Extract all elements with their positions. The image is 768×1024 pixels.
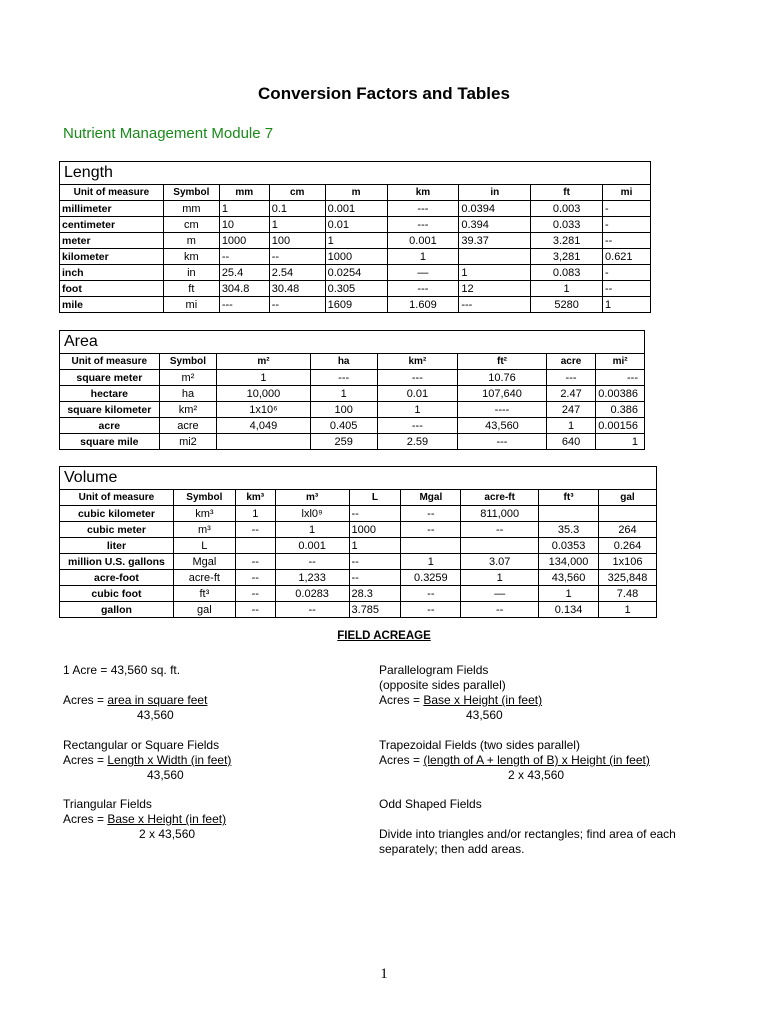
table-cell: - (603, 201, 651, 217)
table-cell: 1 (599, 602, 657, 618)
unit-name-cell: cubic kilometer (60, 506, 174, 522)
unit-name-cell: mile (60, 297, 164, 313)
table-cell: 1 (387, 249, 459, 265)
column-header: Symbol (159, 354, 217, 370)
table-cell: 0.264 (599, 538, 657, 554)
table-cell: 259 (310, 434, 377, 450)
table-cell: -- (235, 570, 275, 586)
table-cell: 0.0283 (275, 586, 349, 602)
table-cell: 3.281 (531, 233, 603, 249)
table-cell: 1 (217, 370, 310, 386)
section-title-row (60, 331, 645, 354)
unit-name-cell: cubic meter (60, 522, 174, 538)
table-row (60, 522, 657, 538)
triangular-fields-title: Triangular Fields (63, 797, 152, 811)
table-cell: - (603, 217, 651, 233)
table-cell: -- (603, 281, 651, 297)
table-cell: 1609 (325, 297, 387, 313)
table-cell: --- (377, 370, 457, 386)
table-cell: 35.3 (539, 522, 599, 538)
table-row (60, 386, 645, 402)
section-title: Volume (60, 467, 657, 490)
table-cell (235, 538, 275, 554)
acres-formula-rectangular (63, 753, 231, 768)
table-row (60, 249, 651, 265)
table-cell: 640 (546, 434, 595, 450)
table-cell: 0.394 (459, 217, 531, 233)
formula-numerator: Length x Width (in feet) (107, 753, 232, 767)
unit-name-cell: gallon (60, 602, 174, 618)
column-header: km² (377, 354, 457, 370)
table-cell: — (387, 265, 459, 281)
unit-name-cell: liter (60, 538, 174, 554)
table-cell (217, 434, 310, 450)
column-header: m² (217, 354, 310, 370)
table-cell (539, 506, 599, 522)
table-cell: 0.305 (325, 281, 387, 297)
unit-name-cell: kilometer (60, 249, 164, 265)
column-header: km³ (235, 490, 275, 506)
table-cell: -- (401, 602, 461, 618)
table-cell: --- (596, 370, 645, 386)
table-cell: 1,233 (275, 570, 349, 586)
table-row (60, 297, 651, 313)
table-row (60, 281, 651, 297)
table-row (60, 233, 651, 249)
table-cell: 7.48 (599, 586, 657, 602)
table-cell: 12 (459, 281, 531, 297)
column-header: m³ (275, 490, 349, 506)
table-cell: 10.76 (458, 370, 547, 386)
formula-denominator: 43,560 (137, 708, 174, 722)
column-header: L (349, 490, 401, 506)
table-cell: cm (163, 217, 219, 233)
acres-prefix: Acres = (63, 812, 108, 826)
table-cell: 134,000 (539, 554, 599, 570)
table-cell: --- (546, 370, 595, 386)
table-cell: 5280 (531, 297, 603, 313)
table-row (60, 402, 645, 418)
table-cell: -- (349, 506, 401, 522)
table-cell: -- (269, 249, 325, 265)
formula-numerator: (length of A + length of B) x Height (in feet) (423, 753, 650, 767)
formula-numerator: area in square feet (107, 693, 208, 707)
acres-prefix: Acres = (63, 753, 108, 767)
column-header: Unit of measure (60, 490, 174, 506)
parallelogram-fields-title: Parallelogram Fields (379, 663, 489, 677)
table-cell: 0.001 (387, 233, 459, 249)
table-cell: 0.621 (603, 249, 651, 265)
table-row (60, 265, 651, 281)
section-title-row (60, 467, 657, 490)
table-cell: -- (349, 554, 401, 570)
section-title: Length (60, 162, 651, 185)
table-row (60, 570, 657, 586)
table-cell: 4,049 (217, 418, 310, 434)
table-cell: --- (387, 281, 459, 297)
unit-name-cell: meter (60, 233, 164, 249)
table-row (60, 586, 657, 602)
table-cell: m³ (173, 522, 235, 538)
column-header: ft² (458, 354, 547, 370)
unit-name-cell: square meter (60, 370, 160, 386)
trapezoidal-fields-title: Trapezoidal Fields (two sides parallel) (379, 738, 580, 752)
table-cell: 2.59 (377, 434, 457, 450)
volume-table (59, 466, 657, 618)
table-cell: L (173, 538, 235, 554)
table-cell: 0.033 (531, 217, 603, 233)
formula-denominator: 2 x 43,560 (139, 827, 196, 841)
table-cell: 30.48 (269, 281, 325, 297)
table-cell: --- (459, 297, 531, 313)
formula-numerator: Base x Height (in feet) (107, 812, 227, 826)
column-header: mm (219, 185, 269, 201)
table-cell: 2.47 (546, 386, 595, 402)
table-cell: m² (159, 370, 217, 386)
unit-name-cell: hectare (60, 386, 160, 402)
table-cell: --- (458, 434, 547, 450)
table-cell: 0.3259 (401, 570, 461, 586)
length-table (59, 161, 651, 313)
table-cell (599, 506, 657, 522)
table-cell: ---- (458, 402, 547, 418)
parallelogram-note: (opposite sides parallel) (379, 678, 506, 692)
unit-name-cell: square kilometer (60, 402, 160, 418)
table-cell: --- (387, 201, 459, 217)
acres-prefix: Acres = (379, 693, 424, 707)
table-cell: 0.1 (269, 201, 325, 217)
table-cell: 0.00386 (596, 386, 645, 402)
table-cell: -- (235, 586, 275, 602)
formula-denominator: 43,560 (466, 708, 503, 722)
table-cell: 0.0353 (539, 538, 599, 554)
column-header: km (387, 185, 459, 201)
table-cell: 10 (219, 217, 269, 233)
table-cell: 1 (459, 265, 531, 281)
table-cell: 0.001 (275, 538, 349, 554)
table-cell: -- (275, 554, 349, 570)
table-cell: 0.134 (539, 602, 599, 618)
page-number: 1 (380, 966, 388, 982)
acres-prefix: Acres = (379, 753, 424, 767)
unit-name-cell: cubic foot (60, 586, 174, 602)
table-cell: — (461, 586, 539, 602)
table-row (60, 554, 657, 570)
table-cell: mm (163, 201, 219, 217)
table-cell: 0.001 (325, 201, 387, 217)
table-row (60, 434, 645, 450)
table-cell: 3,281 (531, 249, 603, 265)
table-cell: 1 (377, 402, 457, 418)
table-cell: 1 (219, 201, 269, 217)
odd-shaped-instructions-line2: separately; then add areas. (379, 842, 525, 856)
table-header-row (60, 185, 651, 201)
table-cell: -- (275, 602, 349, 618)
table-cell: -- (235, 522, 275, 538)
column-header: ha (310, 354, 377, 370)
table-cell: 3.785 (349, 602, 401, 618)
column-header: ft³ (539, 490, 599, 506)
unit-name-cell: square mile (60, 434, 160, 450)
acre-definition: 1 Acre = 43,560 sq. ft. (63, 663, 181, 677)
module-subtitle: Nutrient Management Module 7 (63, 125, 274, 142)
table-cell: 43,560 (458, 418, 547, 434)
table-cell: 100 (269, 233, 325, 249)
table-cell: 1 (603, 297, 651, 313)
table-cell: acre (159, 418, 217, 434)
table-cell: 43,560 (539, 570, 599, 586)
table-cell: 1 (310, 386, 377, 402)
table-cell: --- (310, 370, 377, 386)
table-cell: 1 (349, 538, 401, 554)
column-header: ft (531, 185, 603, 201)
table-cell: mi2 (159, 434, 217, 450)
table-cell: 1 (235, 506, 275, 522)
column-header: cm (269, 185, 325, 201)
table-cell: 1 (401, 554, 461, 570)
table-cell: m (163, 233, 219, 249)
table-cell: ha (159, 386, 217, 402)
table-cell: 1 (275, 522, 349, 538)
column-header: Unit of measure (60, 354, 160, 370)
table-cell: -- (401, 522, 461, 538)
odd-shaped-fields-title: Odd Shaped Fields (379, 797, 482, 811)
table-row (60, 538, 657, 554)
column-header: m (325, 185, 387, 201)
table-row (60, 201, 651, 217)
table-cell: lxl0⁹ (275, 506, 349, 522)
table-cell: 0.01 (377, 386, 457, 402)
table-cell: --- (219, 297, 269, 313)
table-cell: Mgal (173, 554, 235, 570)
table-cell: 39.37 (459, 233, 531, 249)
table-cell: ft³ (173, 586, 235, 602)
table-cell: 0.003 (531, 201, 603, 217)
column-header: Unit of measure (60, 185, 164, 201)
table-cell: -- (349, 570, 401, 586)
table-cell: 100 (310, 402, 377, 418)
table-row (60, 370, 645, 386)
table-cell: in (163, 265, 219, 281)
table-cell (461, 538, 539, 554)
table-cell: 1 (325, 233, 387, 249)
table-cell: 107,640 (458, 386, 547, 402)
formula-numerator: Base x Height (in feet) (423, 693, 543, 707)
section-title: Area (60, 331, 645, 354)
section-title-row (60, 162, 651, 185)
table-cell: gal (173, 602, 235, 618)
table-row (60, 418, 645, 434)
field-acreage-heading: FIELD ACREAGE (337, 630, 431, 642)
table-cell: --- (387, 217, 459, 233)
table-cell: 28.3 (349, 586, 401, 602)
table-cell: 25.4 (219, 265, 269, 281)
table-cell: km³ (173, 506, 235, 522)
formula-denominator: 2 x 43,560 (508, 768, 565, 782)
column-header: in (459, 185, 531, 201)
unit-name-cell: foot (60, 281, 164, 297)
acres-prefix: Acres = (63, 693, 108, 707)
table-cell: -- (235, 602, 275, 618)
table-cell: 1 (539, 586, 599, 602)
table-cell: --- (377, 418, 457, 434)
column-header: Mgal (401, 490, 461, 506)
column-header: Symbol (173, 490, 235, 506)
table-cell: 247 (546, 402, 595, 418)
table-cell: 325,848 (599, 570, 657, 586)
table-cell: 1000 (219, 233, 269, 249)
unit-name-cell: million U.S. gallons (60, 554, 174, 570)
acres-formula-trapezoidal (379, 753, 650, 768)
column-header: mi² (596, 354, 645, 370)
column-header: acre-ft (461, 490, 539, 506)
table-cell: 1 (546, 418, 595, 434)
table-cell: -- (235, 554, 275, 570)
table-cell: mi (163, 297, 219, 313)
table-cell: - (603, 265, 651, 281)
odd-shaped-instructions-line1: Divide into triangles and/or rectangles; find area of each (379, 827, 676, 841)
table-cell: acre-ft (173, 570, 235, 586)
table-cell: 1 (269, 217, 325, 233)
table-cell: 0.0254 (325, 265, 387, 281)
column-header: gal (599, 490, 657, 506)
table-cell: ft (163, 281, 219, 297)
unit-name-cell: acre (60, 418, 160, 434)
table-cell: -- (269, 297, 325, 313)
table-cell: 1x106 (599, 554, 657, 570)
unit-name-cell: inch (60, 265, 164, 281)
column-header: mi (603, 185, 651, 201)
table-cell: -- (461, 522, 539, 538)
table-row (60, 217, 651, 233)
table-cell: -- (219, 249, 269, 265)
column-header: Symbol (163, 185, 219, 201)
page-title: Conversion Factors and Tables (258, 84, 510, 103)
table-cell: -- (461, 602, 539, 618)
table-cell: 811,000 (461, 506, 539, 522)
table-cell: 1 (461, 570, 539, 586)
table-cell: -- (603, 233, 651, 249)
acres-formula-triangular (63, 812, 226, 827)
formula-denominator: 43,560 (147, 768, 184, 782)
table-cell: 1.609 (387, 297, 459, 313)
area-table (59, 330, 645, 450)
table-cell: 304.8 (219, 281, 269, 297)
table-cell: 3.07 (461, 554, 539, 570)
acres-formula-parallelogram (379, 693, 542, 708)
table-cell: 0.01 (325, 217, 387, 233)
table-cell: 0.405 (310, 418, 377, 434)
table-cell: 0.386 (596, 402, 645, 418)
table-header-row (60, 354, 645, 370)
table-cell: 1000 (325, 249, 387, 265)
table-row (60, 602, 657, 618)
acres-formula-basic (63, 693, 207, 708)
table-cell: 0.00156 (596, 418, 645, 434)
unit-name-cell: millimeter (60, 201, 164, 217)
unit-name-cell: acre-foot (60, 570, 174, 586)
table-cell: 264 (599, 522, 657, 538)
table-cell: 1x10⁶ (217, 402, 310, 418)
table-cell: -- (401, 506, 461, 522)
table-cell: 0.083 (531, 265, 603, 281)
table-cell: 1 (596, 434, 645, 450)
table-cell: km (163, 249, 219, 265)
table-cell (401, 538, 461, 554)
table-cell: 2.54 (269, 265, 325, 281)
table-cell: 1 (531, 281, 603, 297)
table-cell: 0.0394 (459, 201, 531, 217)
table-cell: 10,000 (217, 386, 310, 402)
rectangular-fields-title: Rectangular or Square Fields (63, 738, 220, 752)
table-cell (459, 249, 531, 265)
table-cell: 1000 (349, 522, 401, 538)
table-cell: km² (159, 402, 217, 418)
column-header: acre (546, 354, 595, 370)
table-row (60, 506, 657, 522)
table-cell: -- (401, 586, 461, 602)
table-header-row (60, 490, 657, 506)
unit-name-cell: centimeter (60, 217, 164, 233)
